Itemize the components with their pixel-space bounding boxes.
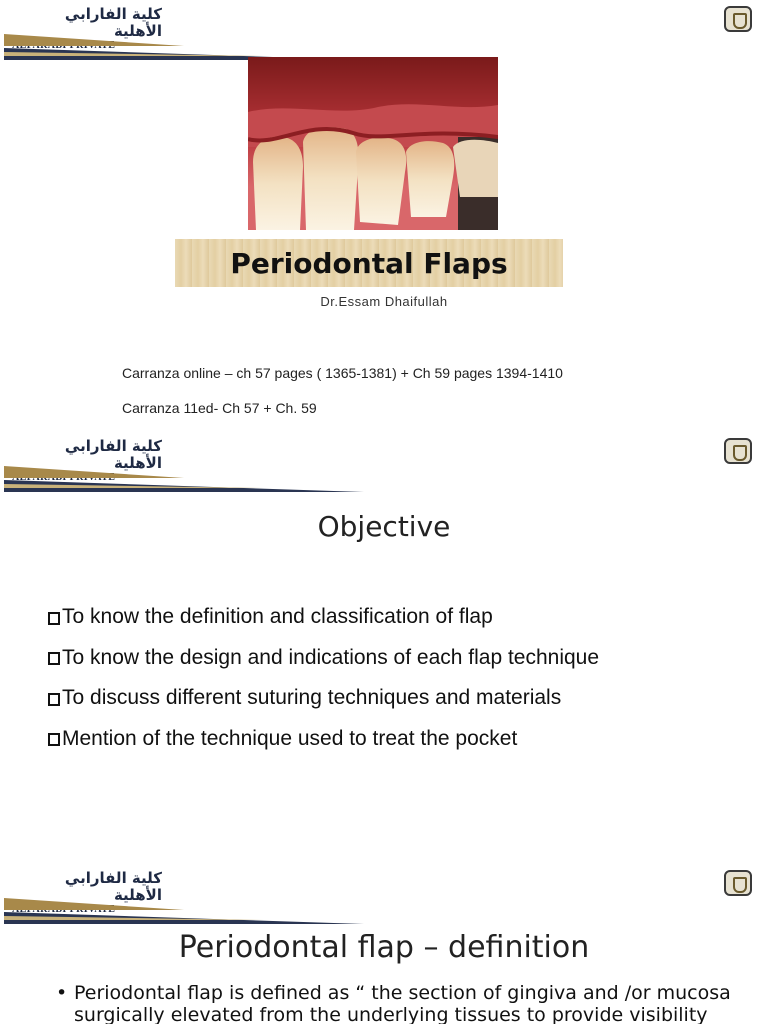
header-stripes [4, 466, 364, 496]
header-stripes [4, 898, 364, 928]
college-crest-icon [724, 870, 752, 896]
college-crest-icon [724, 6, 752, 32]
author-name: Dr.Essam Dhaifullah [320, 294, 448, 309]
checkbox-bullet-icon [48, 652, 60, 665]
slide-definition [0, 864, 768, 1024]
list-item: To discuss different suturing techniques and materials [48, 678, 599, 719]
slide-title [0, 0, 768, 432]
list-item: To know the design and indications of each flap technique [48, 638, 599, 679]
list-item: Mention of the technique used to treat the pocket [48, 719, 599, 760]
reference-line: Carranza 11ed- Ch 57 + Ch. 59 [122, 400, 317, 416]
checkbox-bullet-icon [48, 733, 60, 746]
slide-heading: Periodontal flap – definition [178, 930, 590, 965]
gingiva-photo [248, 57, 498, 230]
college-name-arabic: كلية الفارابي الأهلية [64, 437, 162, 472]
definition-bullet [56, 982, 736, 1024]
reference-line: Carranza online – ch 57 pages ( 1365-1381) + Ch 59 pages 1394-1410 [122, 365, 563, 381]
definition-text: Periodontal flap is defined as “ the section of gingiva and /or mucosa surgically elevated from the underlying tissues to provide visibility [74, 982, 731, 1024]
checkbox-bullet-icon [48, 612, 60, 625]
objective-list [48, 597, 599, 759]
presentation-title: Periodontal Flaps [230, 246, 508, 280]
checkbox-bullet-icon [48, 693, 60, 706]
bullet-icon: • [56, 982, 68, 1004]
list-item: To know the definition and classification of flap [48, 597, 599, 638]
college-name-arabic: كلية الفارابي الأهلية [64, 5, 162, 40]
college-crest-icon [724, 438, 752, 464]
slide-objective [0, 432, 768, 864]
slide-title-banner [175, 239, 563, 287]
college-name-arabic: كلية الفارابي الأهلية [64, 869, 162, 904]
slide-heading: Objective [317, 510, 451, 543]
